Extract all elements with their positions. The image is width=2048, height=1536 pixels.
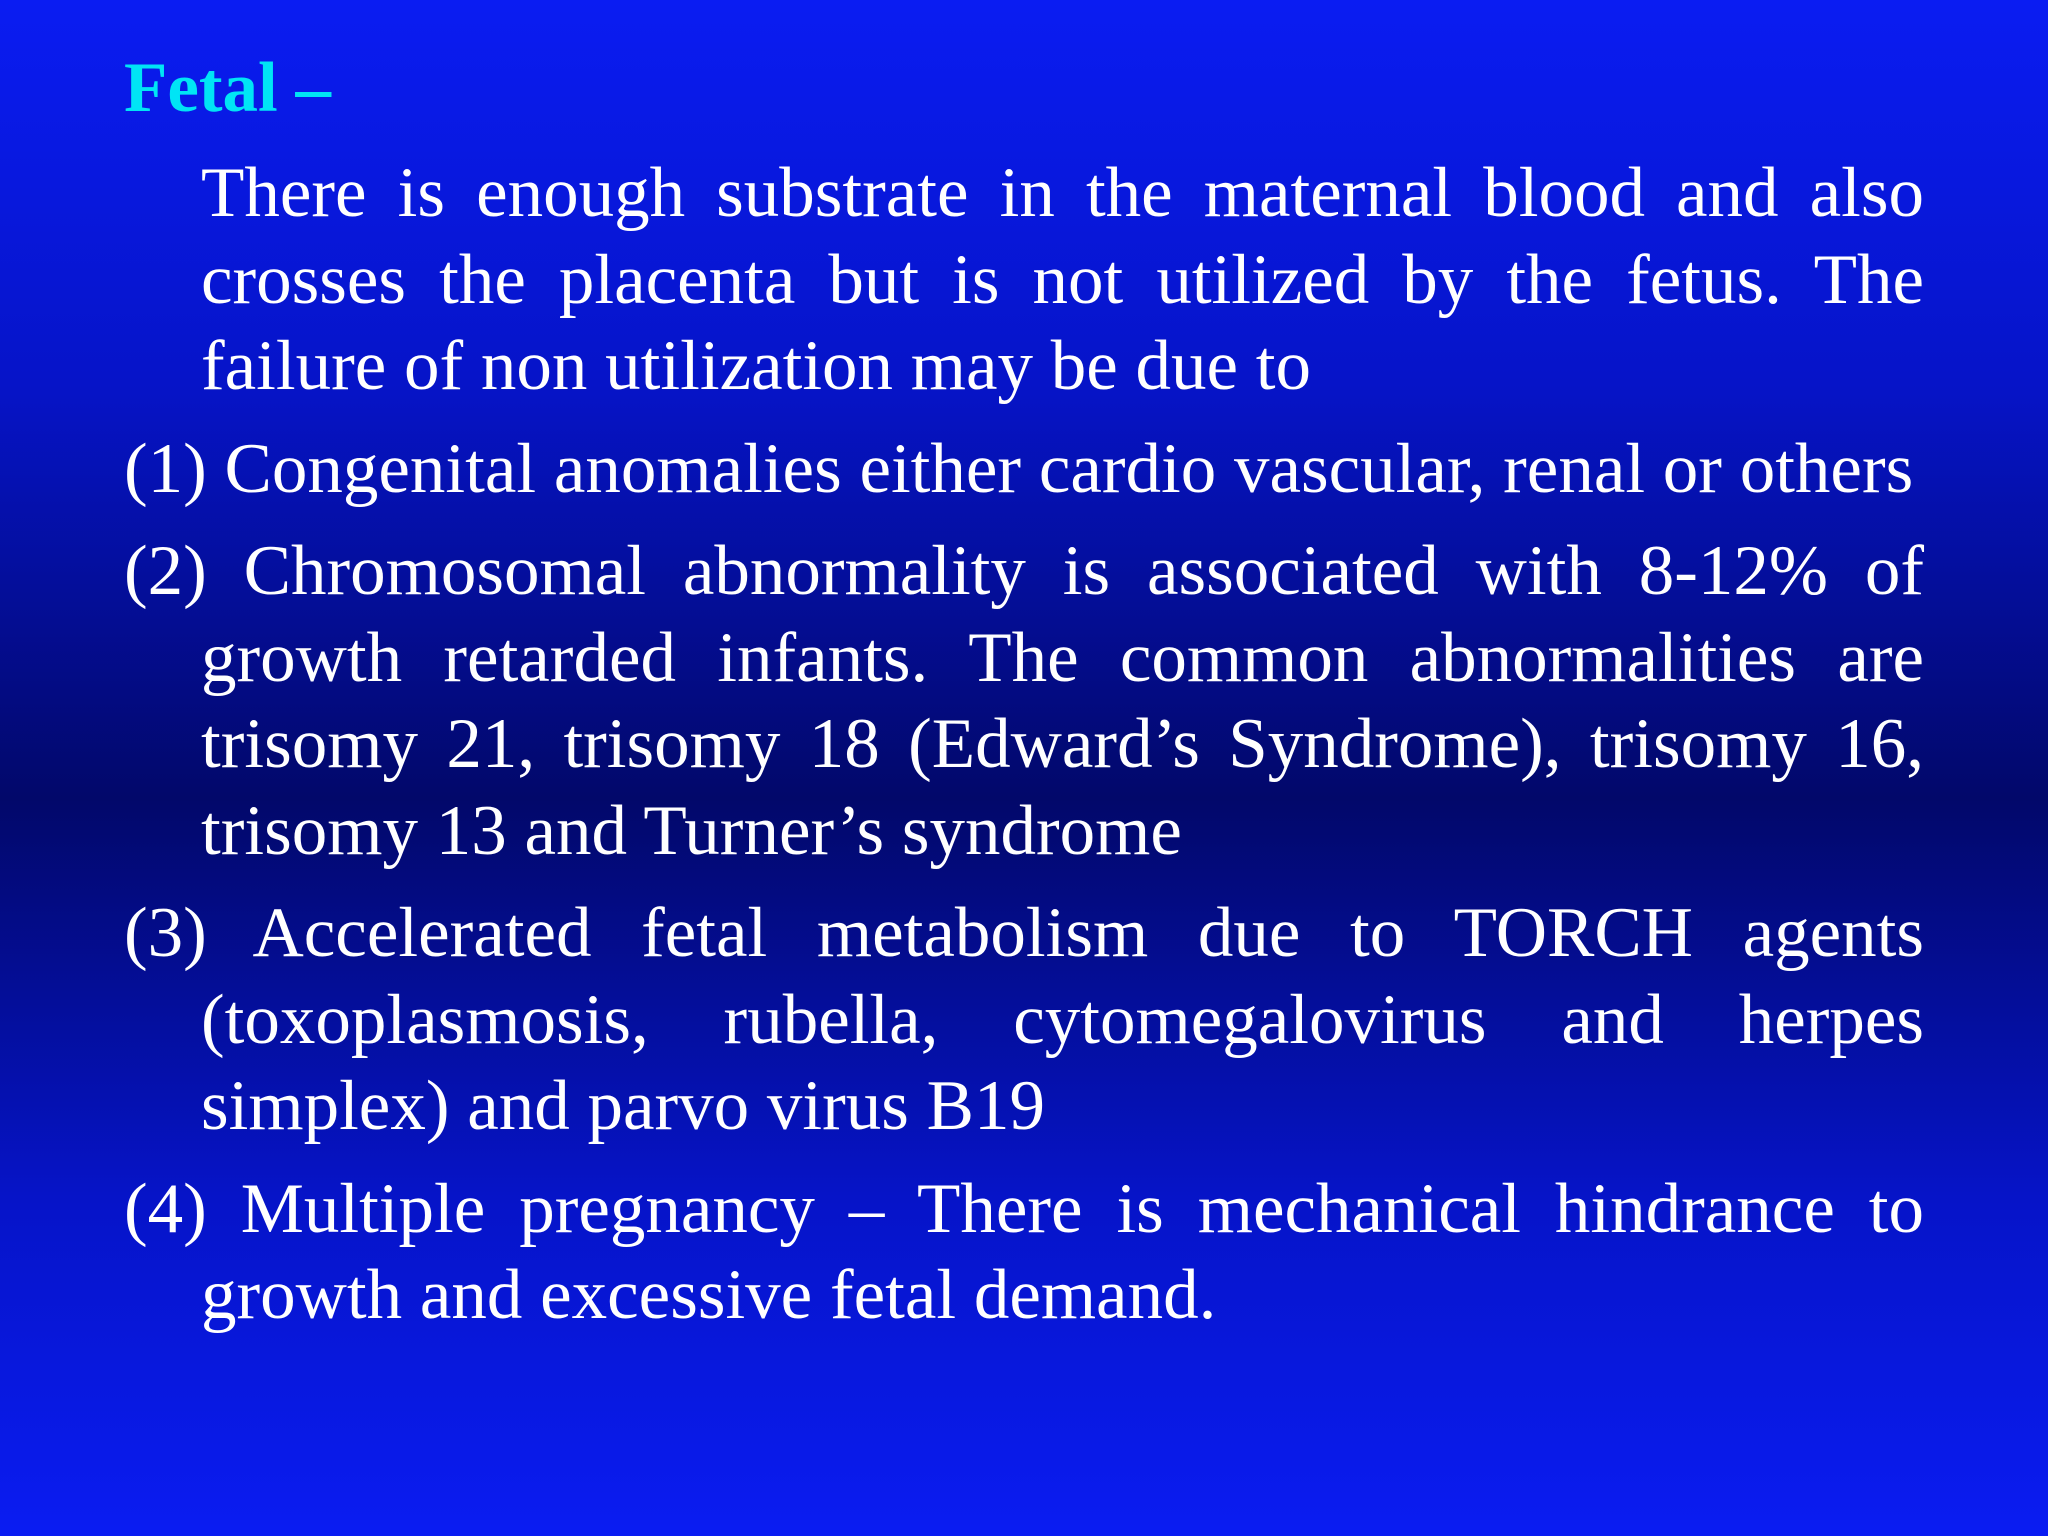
list-item-4: (4) Multiple pregnancy – There is mechanical hindrance to growth and excessive fetal demand. xyxy=(124,1169,1924,1334)
list-item-3: (3) Accelerated fetal metabolism due to TORCH agents (toxoplasmosis, rubella, cytomegalovirus and herpes simplex) and parvo virus B19 xyxy=(124,894,1924,1145)
intro-paragraph: There is enough substrate in the maternal blood and also crosses the placenta but is not utilized by the fetus. The failure of non utilization may be due to xyxy=(201,154,1924,405)
list-item-1: (1) Congenital anomalies either cardio vascular, renal or others xyxy=(124,429,1914,508)
slide-heading: Fetal – xyxy=(124,49,332,127)
slide-content xyxy=(124,150,1924,1339)
list-item-2: (2) Chromosomal abnormality is associated with 8-12% of growth retarded infants. The common abnormalities are trisomy 21, trisomy 18 (Edward’s Syndrome), trisomy 16, trisomy 13 and Turner’s syndrome xyxy=(124,532,1924,870)
